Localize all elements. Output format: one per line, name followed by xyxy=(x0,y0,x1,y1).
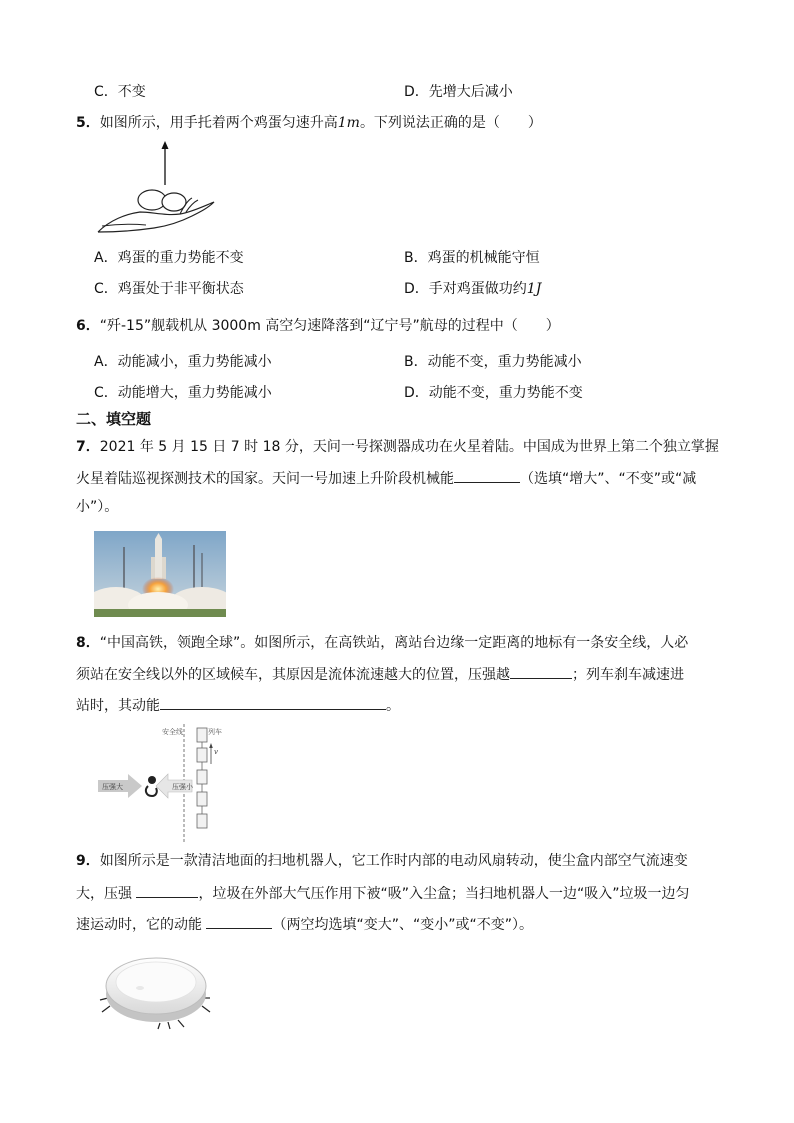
q7-line3: 小”）。 xyxy=(76,499,119,515)
velocity-label: v xyxy=(214,748,218,756)
q8-answer-blank-1[interactable] xyxy=(510,663,572,679)
q6-number: 6． xyxy=(76,318,100,334)
train-platform-figure xyxy=(98,724,222,842)
q8-answer-blank-2[interactable] xyxy=(160,694,386,710)
train-label: 列车 xyxy=(208,728,222,736)
q6-option-a: A．动能减小，重力势能减小 xyxy=(94,354,272,370)
robot-vacuum-figure xyxy=(98,948,214,1030)
q5-number: 5． xyxy=(76,115,100,131)
q7-number: 7． xyxy=(76,439,100,455)
q8-line1: 8．“中国高铁，领跑全球”。如图所示，在高铁站，离站台边缘一定距离的地标有一条安全线，人必 xyxy=(76,635,689,651)
q7-line2: 火星着陆巡视探测技术的国家。天问一号加速上升阶段机械能 （选填“增大”、“不变”或“减 xyxy=(76,467,696,489)
q7-line1: 7．2021 年 5 月 15 日 7 时 18 分，天问一号探测器成功在火星着陆。中国成为世界上第二个独立掌握 xyxy=(76,439,719,455)
q8-number: 8． xyxy=(76,635,100,651)
prev-option-d: D．先增大后减小 xyxy=(404,84,513,100)
q5-option-a: A．鸡蛋的重力势能不变 xyxy=(94,250,244,266)
q9-line3: 速运动时，它的动能 （两空均选填“变大”、“变小”或“不变”）。 xyxy=(76,913,533,935)
q6-stem: 6．“歼-15”舰载机从 3000m 高空匀速降落到“辽宁号”航母的过程中（ ） xyxy=(76,318,560,334)
q9-line1: 9．如图所示是一款清洁地面的扫地机器人，它工作时内部的电动风扇转动，使尘盒内部空气流速变 xyxy=(76,853,688,869)
low-pressure-label: 压强小 xyxy=(172,783,193,791)
q5-option-b: B．鸡蛋的机械能守恒 xyxy=(404,250,540,266)
q6-option-d: D．动能不变，重力势能不变 xyxy=(404,385,583,401)
q8-line2: 须站在安全线以外的区域候车，其原因是流体流速越大的位置，压强越 ；列车刹车减速进 xyxy=(76,663,684,685)
q5-option-d: D．手对鸡蛋做功约1J xyxy=(404,281,542,297)
q5-option-c: C．鸡蛋处于非平衡状态 xyxy=(94,281,244,297)
safety-line-label: 安全线 xyxy=(162,728,183,736)
high-pressure-label: 压强大 xyxy=(102,783,123,791)
q6-option-c: C．动能增大，重力势能减小 xyxy=(94,385,272,401)
q8-line3: 站时，其动能 。 xyxy=(76,694,400,716)
q9-answer-blank-2[interactable] xyxy=(206,913,272,929)
hand-eggs-figure xyxy=(94,140,218,238)
q7-answer-blank[interactable] xyxy=(454,467,520,483)
q9-number: 9． xyxy=(76,853,100,869)
q9-line2: 大，压强 ，垃圾在外部大气压作用下被“吸”入尘盒；当扫地机器人一边“吸入”垃圾一边匀 xyxy=(76,882,689,904)
q6-option-b: B．动能不变，重力势能减小 xyxy=(404,354,582,370)
q5-stem: 5．如图所示，用手托着两个鸡蛋匀速升高1m。下列说法正确的是（ ） xyxy=(76,115,542,131)
prev-option-c: C．不变 xyxy=(94,84,146,100)
rocket-photo xyxy=(94,531,226,617)
q9-answer-blank-1[interactable] xyxy=(136,882,198,898)
section-title: 二、填空题 xyxy=(76,410,152,428)
